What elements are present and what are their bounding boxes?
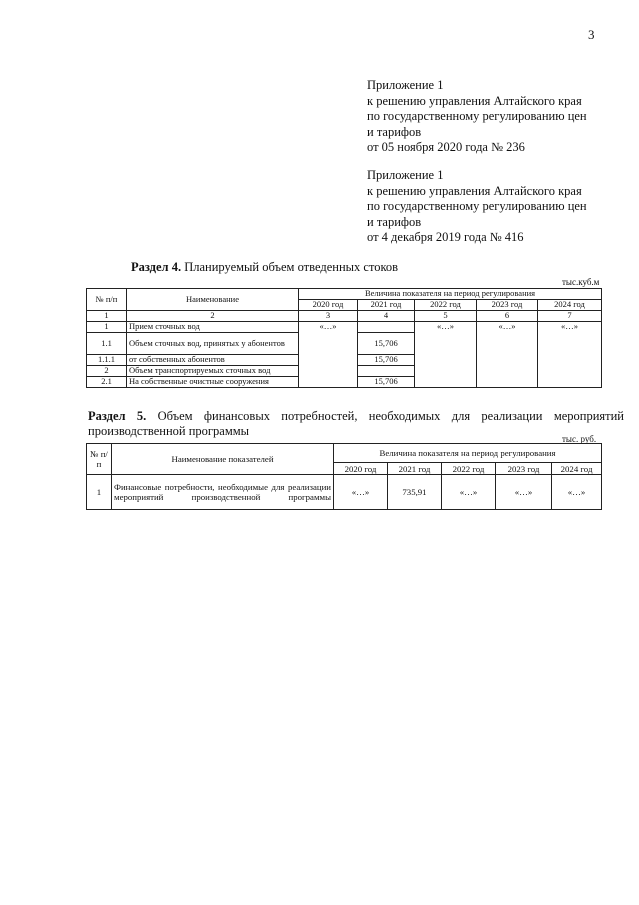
cell-2024: «…» <box>538 322 602 388</box>
col-index: 4 <box>358 311 415 322</box>
header-year: 2023 год <box>496 463 552 475</box>
section5-table <box>86 443 602 510</box>
section5-label: Раздел 5. <box>88 409 147 423</box>
cell-2021: 15,706 <box>358 333 415 355</box>
appendix-line: и тарифов <box>367 214 422 229</box>
row-num: 1.1 <box>87 333 127 355</box>
cell-2023: «…» <box>477 322 538 388</box>
header-year: 2021 год <box>388 463 442 475</box>
cell-2021: 15,706 <box>358 355 415 366</box>
appendix-current-header <box>367 78 587 156</box>
header-year: 2020 год <box>334 463 388 475</box>
header-year: 2021 год <box>358 300 415 311</box>
section4-heading <box>131 260 398 275</box>
cell-2021: 15,706 <box>358 377 415 388</box>
section4-title: Планируемый объем отведенных стоков <box>184 260 399 274</box>
col-index: 3 <box>299 311 358 322</box>
col-index: 5 <box>415 311 477 322</box>
cell-2020: «…» <box>299 322 358 388</box>
cell-2024: «…» <box>552 475 602 510</box>
header-num: № п/п <box>87 289 127 311</box>
page-number: 3 <box>588 27 595 42</box>
section4-table <box>86 288 602 388</box>
col-index: 1 <box>87 311 127 322</box>
section5-title: Объем финансовых потребностей, необходимых для реализации мероприятий производственной программы <box>88 409 624 438</box>
header-name: Наименование <box>127 289 299 311</box>
row-name: На собственные очистные сооружения <box>127 377 299 388</box>
row-name: Финансовые потребности, необходимые для реализации мероприятий производственной программы <box>112 475 334 510</box>
appendix-line: от 4 декабря 2019 года № 416 <box>367 230 524 244</box>
row-num: 1 <box>87 322 127 333</box>
row-num: 2 <box>87 366 127 377</box>
appendix-line: по государственному регулированию цен <box>367 199 587 213</box>
col-index: 2 <box>127 311 299 322</box>
appendix-line: Приложение 1 <box>367 78 444 92</box>
col-index: 7 <box>538 311 602 322</box>
header-year: 2024 год <box>538 300 602 311</box>
cell-2021: 735,91 <box>388 475 442 510</box>
cell-2021 <box>358 366 415 377</box>
header-year: 2024 год <box>552 463 602 475</box>
header-year: 2023 год <box>477 300 538 311</box>
appendix-previous-header <box>367 168 587 246</box>
header-year: 2022 год <box>415 300 477 311</box>
appendix-line: от 05 ноября 2020 года № 236 <box>367 140 525 154</box>
cell-2023: «…» <box>496 475 552 510</box>
section4-label: Раздел 4. <box>131 260 182 274</box>
cell-2022: «…» <box>442 475 496 510</box>
cell-2021 <box>358 322 415 333</box>
row-name: Прием сточных вод <box>127 322 299 333</box>
col-index: 6 <box>477 311 538 322</box>
row-name: от собственных абонентов <box>127 355 299 366</box>
appendix-line: по государственному регулированию цен <box>367 109 587 123</box>
section5-unit: тыс. руб. <box>562 434 597 444</box>
row-num: 2.1 <box>87 377 127 388</box>
appendix-line: к решению управления Алтайского края <box>367 183 582 198</box>
appendix-line: Приложение 1 <box>367 168 444 182</box>
header-period: Величина показателя на период регулирования <box>299 289 602 300</box>
appendix-line: к решению управления Алтайского края <box>367 93 582 108</box>
cell-2022: «…» <box>415 322 477 388</box>
header-name: Наименование показателей <box>112 444 334 475</box>
row-num: 1.1.1 <box>87 355 127 366</box>
row-name: Объем транспортируемых сточных вод <box>127 366 299 377</box>
header-period: Величина показателя на период регулирования <box>334 444 602 463</box>
appendix-line: и тарифов <box>367 124 422 139</box>
header-year: 2022 год <box>442 463 496 475</box>
row-num: 1 <box>87 475 112 510</box>
header-num: № п/п <box>87 444 112 475</box>
section5-heading <box>88 409 624 439</box>
row-name: Объем сточных вод, принятых у абонентов <box>127 333 299 355</box>
header-year: 2020 год <box>299 300 358 311</box>
section4-unit: тыс.куб.м <box>562 277 600 287</box>
cell-2020: «…» <box>334 475 388 510</box>
